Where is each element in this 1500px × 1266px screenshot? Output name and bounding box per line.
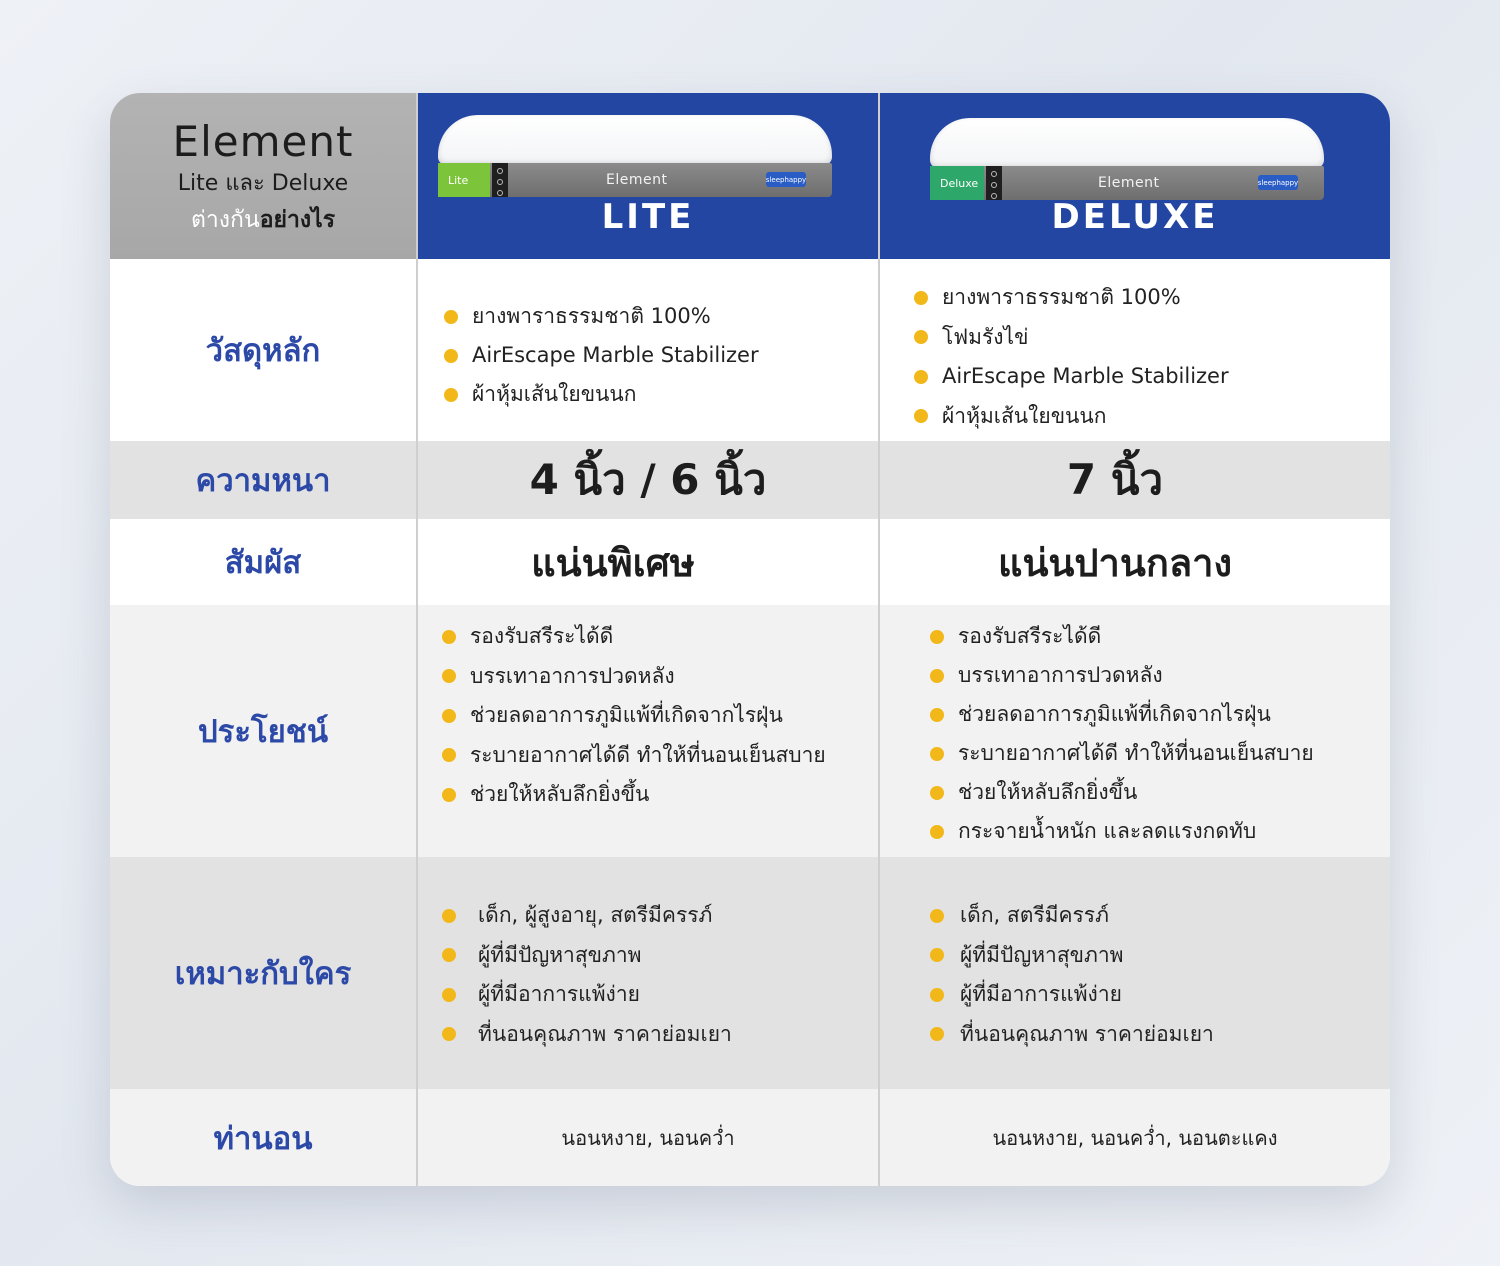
- list-item: ผู้ที่มีปัญหาสุขภาพ: [930, 936, 1214, 976]
- list-item: ที่นอนคุณภาพ ราคาย่อมเยา: [442, 1015, 732, 1055]
- suitable-deluxe-list: [930, 896, 1214, 1054]
- brand-subtitle: Lite และ Deluxe: [177, 171, 349, 196]
- suitable-row: [110, 857, 1390, 1089]
- list-item: รองรับสรีระได้ดี: [442, 617, 826, 657]
- benefits-deluxe-list: [930, 617, 1314, 851]
- list-item: ช่วยให้หลับลึกยิ่งขึ้น: [930, 773, 1314, 812]
- position-deluxe: นอนหงาย, นอนคว่ำ, นอนตะแคง: [878, 1089, 1390, 1186]
- list-item: ช่วยลดอาการภูมิแพ้ที่เกิดจากไรฝุ่น: [930, 695, 1314, 734]
- benefits-label: ประโยชน์: [110, 605, 416, 857]
- material-deluxe: [878, 259, 1390, 441]
- thickness-deluxe: 7 นิ้ว: [878, 441, 1390, 519]
- benefits-deluxe: [878, 605, 1390, 857]
- model-name-deluxe: DELUXE: [1051, 197, 1219, 237]
- list-item: ผ้าหุ้มเส้นใยขนนก: [444, 375, 759, 414]
- list-item: ที่นอนคุณภาพ ราคาย่อมเยา: [930, 1015, 1214, 1055]
- mattress-deluxe-image: [930, 118, 1324, 202]
- position-label: ท่านอน: [110, 1089, 416, 1186]
- control-panel-icon: [492, 163, 508, 197]
- thickness-lite: 4 นิ้ว / 6 นิ้ว: [416, 441, 878, 519]
- mattress-name-deluxe: Element: [1098, 175, 1160, 191]
- mattress-tag-lite: Lite: [438, 163, 490, 197]
- list-item: ผ้าหุ้มเส้นใยขนนก: [914, 397, 1229, 437]
- mattress-tag-deluxe: Deluxe: [930, 166, 984, 200]
- sleephappy-logo-icon: sleephappy: [1258, 175, 1298, 190]
- list-item: ระบายอากาศได้ดี ทำให้ที่นอนเย็นสบาย: [442, 736, 826, 776]
- header-lite: [416, 93, 878, 259]
- benefits-lite-list: [442, 617, 826, 815]
- list-item: ยางพาราธรรมชาติ 100%: [444, 297, 759, 336]
- position-row: [110, 1089, 1390, 1186]
- list-item: ผู้ที่มีปัญหาสุขภาพ: [442, 936, 732, 976]
- control-panel-icon: [986, 166, 1002, 200]
- list-item: AirEscape Marble Stabilizer: [914, 357, 1229, 397]
- list-item: เด็ก, สตรีมีครรภ์: [930, 896, 1214, 936]
- material-lite-list: [444, 297, 759, 414]
- position-lite: นอนหงาย, นอนคว่ำ: [416, 1089, 878, 1186]
- header-title-block: [110, 93, 416, 259]
- brand-question: ต่างกันอย่างไร: [190, 207, 336, 233]
- list-item: โฟมรังไข่: [914, 318, 1229, 358]
- list-item: เด็ก, ผู้สูงอายุ, สตรีมีครรภ์: [442, 896, 732, 936]
- suitable-deluxe: [878, 857, 1390, 1089]
- material-lite: [416, 259, 878, 441]
- list-item: ยางพาราธรรมชาติ 100%: [914, 278, 1229, 318]
- suitable-lite: [416, 857, 878, 1089]
- suitable-lite-list: [442, 896, 732, 1054]
- list-item: กระจายน้ำหนัก และลดแรงกดทับ: [930, 812, 1314, 851]
- material-deluxe-list: [914, 278, 1229, 436]
- feel-deluxe: แน่นปานกลาง: [878, 519, 1390, 605]
- list-item: ผู้ที่มีอาการแพ้ง่าย: [442, 975, 732, 1015]
- list-item: บรรเทาอาการปวดหลัง: [442, 657, 826, 697]
- list-item: ผู้ที่มีอาการแพ้ง่าย: [930, 975, 1214, 1015]
- sleephappy-logo-icon: sleephappy: [766, 172, 806, 187]
- feel-lite: แน่นพิเศษ: [416, 519, 878, 605]
- thickness-row: [110, 441, 1390, 519]
- material-row: [110, 259, 1390, 441]
- header-row: [110, 93, 1390, 259]
- header-deluxe: [878, 93, 1390, 259]
- feel-label: สัมผัส: [110, 519, 416, 605]
- mattress-name-lite: Element: [606, 172, 668, 188]
- list-item: บรรเทาอาการปวดหลัง: [930, 656, 1314, 695]
- list-item: AirEscape Marble Stabilizer: [444, 336, 759, 375]
- list-item: ช่วยลดอาการภูมิแพ้ที่เกิดจากไรฝุ่น: [442, 696, 826, 736]
- thickness-label: ความหนา: [110, 441, 416, 519]
- list-item: ระบายอากาศได้ดี ทำให้ที่นอนเย็นสบาย: [930, 734, 1314, 773]
- material-label: วัสดุหลัก: [110, 259, 416, 441]
- list-item: รองรับสรีระได้ดี: [930, 617, 1314, 656]
- benefits-row: [110, 605, 1390, 857]
- comparison-table: [110, 93, 1390, 1186]
- mattress-lite-image: [438, 115, 832, 199]
- suitable-label: เหมาะกับใคร: [110, 857, 416, 1089]
- feel-row: [110, 519, 1390, 605]
- list-item: ช่วยให้หลับลึกยิ่งขึ้น: [442, 775, 826, 815]
- benefits-lite: [416, 605, 878, 857]
- model-name-lite: LITE: [601, 197, 695, 237]
- brand-title: Element: [172, 117, 354, 166]
